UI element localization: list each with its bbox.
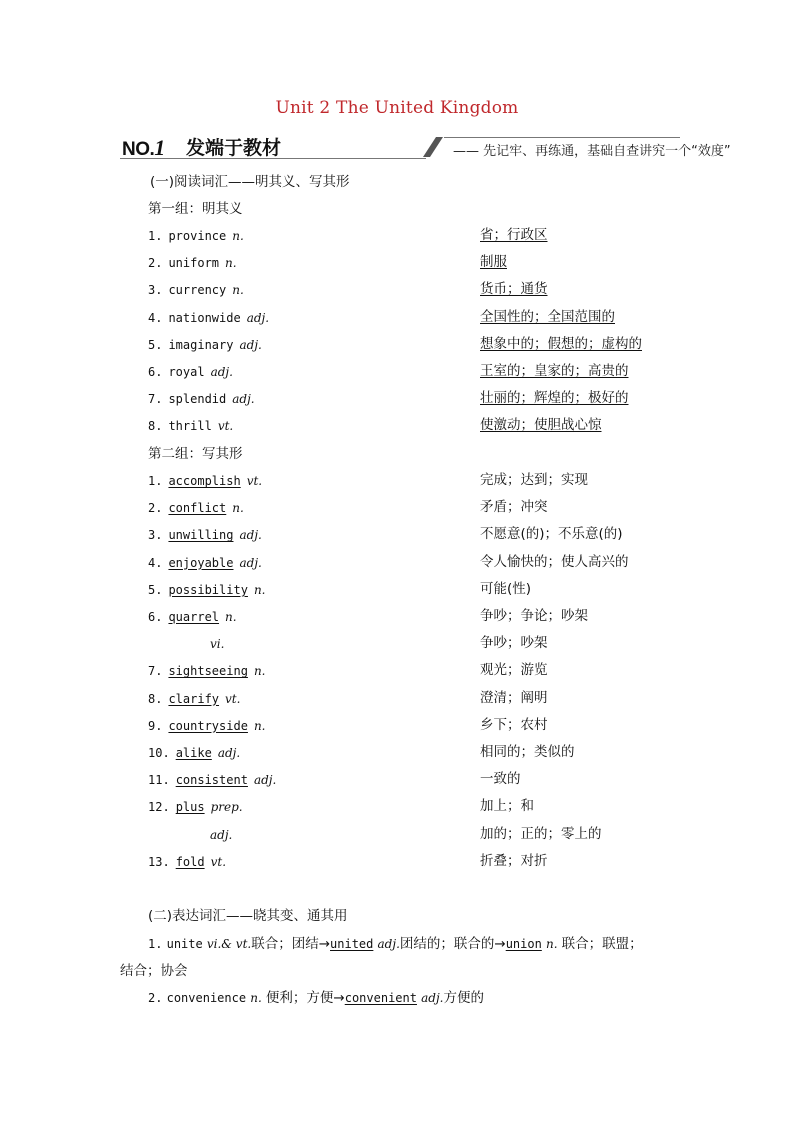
item-pos: adj. <box>239 337 262 352</box>
item-word: unwilling <box>168 528 234 543</box>
vocab-row <box>148 255 237 272</box>
item-word: province <box>168 229 227 243</box>
derived-pos: adj. <box>377 937 400 951</box>
derived-pos: adj. <box>421 991 444 1005</box>
item-number: 5. <box>148 337 163 352</box>
vocab-row <box>148 609 237 626</box>
item-meaning: 争吵；争论；吵架 <box>480 608 588 624</box>
item-meaning: 便利；方便→ <box>265 990 345 1006</box>
item-word: alike <box>175 746 212 760</box>
banner-heading: 发端于教材 <box>186 137 282 159</box>
item-word: nationwide <box>168 310 241 325</box>
vocab-row <box>148 691 240 708</box>
derived-word-union: union <box>505 937 542 951</box>
item-number: 1. <box>148 229 163 243</box>
item-word: convenience <box>166 991 247 1005</box>
item-pos: n. <box>253 718 266 733</box>
vocab-row <box>148 391 255 408</box>
item-pos: prep. <box>210 800 243 815</box>
item-pos: adj. <box>253 773 277 788</box>
item-meaning: 令人愉快的；使人高兴的 <box>480 553 629 570</box>
item-meaning: 一致的 <box>480 771 521 788</box>
item-pos: n. <box>253 582 266 597</box>
vocab-row <box>148 337 262 354</box>
item-number: 7. <box>148 392 163 407</box>
item-meaning: 乡下；农村 <box>480 716 548 733</box>
item-meaning: 加上；和 <box>480 798 534 815</box>
vocab-row <box>148 282 244 299</box>
expression-item-convenience <box>148 990 484 1007</box>
item-pos: vt. <box>210 854 227 869</box>
item-meaning: 矛盾；冲突 <box>480 499 548 516</box>
item-number: 6. <box>148 610 163 624</box>
vocab-row <box>148 364 233 381</box>
item-word: currency <box>168 283 227 298</box>
item-pos: adj. <box>239 528 262 543</box>
item-meaning: 联合；团结→ <box>251 936 331 952</box>
vocab-row <box>148 745 240 762</box>
item-pos: adj. <box>239 555 262 570</box>
item-meaning: 货币；通货 <box>480 281 548 298</box>
item-pos: adj. <box>217 746 241 760</box>
slash-icon <box>422 136 444 158</box>
item-number: 11. <box>148 773 170 788</box>
item-number: 10. <box>148 746 170 760</box>
item-pos: n. <box>232 501 244 516</box>
vocab-row <box>148 228 244 245</box>
vocab-row <box>148 663 265 680</box>
item-pos: n. <box>232 229 244 243</box>
derived-pos: n. <box>545 937 558 951</box>
item-word: conflict <box>168 501 227 516</box>
item-number: 3. <box>148 283 163 298</box>
vocab-row <box>148 418 233 435</box>
item-pos: n. <box>232 283 244 298</box>
item-number: 8. <box>148 419 163 434</box>
item-number: 1. <box>148 474 163 488</box>
item-meaning: 想象中的；假想的；虚构的 <box>480 335 642 352</box>
derived-word-convenient: convenient <box>344 991 417 1005</box>
item-word: sightseeing <box>168 664 248 679</box>
item-meaning: 可能(性) <box>480 580 532 597</box>
item-word: unite <box>166 937 203 951</box>
item-pos: n. <box>253 664 266 679</box>
vocab-row <box>148 636 224 653</box>
item-number: 1. <box>148 937 163 951</box>
item-meaning: 相同的；类似的 <box>480 744 575 760</box>
item-number: 2. <box>148 991 163 1005</box>
vocab-row <box>148 799 243 816</box>
item-number: 13. <box>148 854 170 869</box>
derived-meaning: 联合；联盟； <box>561 936 643 952</box>
item-word: clarify <box>168 691 220 706</box>
item-meaning: 折叠；对折 <box>480 852 548 869</box>
vocab-row <box>148 500 244 517</box>
group1-heading: 第一组：明其义 <box>148 201 243 217</box>
banner-no-label: NO. <box>122 139 155 160</box>
item-number: 3. <box>148 528 163 543</box>
item-number: 6. <box>148 365 163 379</box>
item-pos: n. <box>225 256 237 271</box>
item-word: plus <box>175 800 205 815</box>
item-meaning: 壮丽的；辉煌的；极好的 <box>480 390 629 407</box>
item-number: 8. <box>148 691 163 706</box>
vocab-row <box>148 718 265 735</box>
item-meaning: 完成；达到；实现 <box>480 472 588 488</box>
item-word: quarrel <box>168 610 220 624</box>
item-meaning: 使激动；使胆战心惊 <box>480 417 602 434</box>
banner-subtitle: —— 先记牢、再练通，基础自查讲究一个“效度” <box>453 144 731 159</box>
banner-rule-top <box>444 137 680 138</box>
banner-no-digit: 1 <box>154 135 165 160</box>
item-meaning: 澄清；阐明 <box>480 689 548 706</box>
item-meaning: 观光；游览 <box>480 662 548 679</box>
item-word: imaginary <box>168 337 234 352</box>
item-word: thrill <box>168 419 212 434</box>
vocab-row <box>148 310 269 327</box>
page-title: Unit 2 The United Kingdom <box>275 98 519 118</box>
item-number: 4. <box>148 555 163 570</box>
item-meaning: 全国性的；全国范围的 <box>480 308 615 325</box>
vocab-row <box>148 854 226 871</box>
item-pos: vt. <box>225 691 241 706</box>
item-number: 2. <box>148 501 163 516</box>
item-word: accomplish <box>168 474 241 488</box>
item-pos: adj. <box>210 365 233 379</box>
item-word: countryside <box>168 718 248 733</box>
item-pos: n. <box>225 610 237 624</box>
item-pos: vt. <box>217 419 234 434</box>
item-pos: adj. <box>210 827 233 842</box>
item-number: 9. <box>148 718 163 733</box>
item-meaning: 省；行政区 <box>480 227 548 243</box>
vocab-row <box>148 527 262 544</box>
item-pos: vi. <box>210 637 225 652</box>
item-meaning: 加的；正的；零上的 <box>480 825 602 842</box>
vocab-row <box>148 555 262 572</box>
section2-heading: (二)表达词汇——晓其变、通其用 <box>148 908 348 924</box>
expression-item-unite-continuation: 结合；协会 <box>120 963 188 979</box>
item-meaning: 争吵；吵架 <box>480 635 548 652</box>
item-word: enjoyable <box>168 555 234 570</box>
item-number: 12. <box>148 800 170 815</box>
expression-item-unite <box>148 936 643 953</box>
derived-meaning: 方便的 <box>443 990 484 1006</box>
item-word: uniform <box>168 256 220 271</box>
item-meaning: 不愿意(的)；不乐意(的) <box>480 526 623 543</box>
vocab-row <box>148 473 262 490</box>
item-number: 7. <box>148 664 163 679</box>
item-meaning: 王室的；皇家的；高贵的 <box>480 363 629 379</box>
item-number: 5. <box>148 582 163 597</box>
derived-word-united: united <box>330 937 374 951</box>
item-number: 2. <box>148 256 163 271</box>
item-pos: adj. <box>232 392 255 407</box>
section-banner <box>120 132 731 162</box>
vocab-row <box>148 827 232 844</box>
item-pos: n. <box>250 991 262 1005</box>
item-pos: vi.& vt. <box>206 937 252 951</box>
group2-heading: 第二组：写其形 <box>148 446 243 462</box>
item-meaning: 制服 <box>480 254 507 271</box>
vocab-row <box>148 772 276 789</box>
item-pos: adj. <box>246 310 270 325</box>
item-word: fold <box>175 854 205 869</box>
item-word: royal <box>168 365 205 379</box>
derived-meaning: 团结的；联合的→ <box>399 936 506 952</box>
section1-heading: (一)阅读词汇——明其义、写其形 <box>150 174 350 190</box>
item-word: splendid <box>168 392 227 407</box>
item-word: consistent <box>175 773 248 788</box>
vocab-row <box>148 582 265 599</box>
banner-rule-bottom <box>120 158 426 159</box>
item-number: 4. <box>148 310 163 325</box>
item-word: possibility <box>168 582 248 597</box>
item-pos: vt. <box>246 474 263 488</box>
